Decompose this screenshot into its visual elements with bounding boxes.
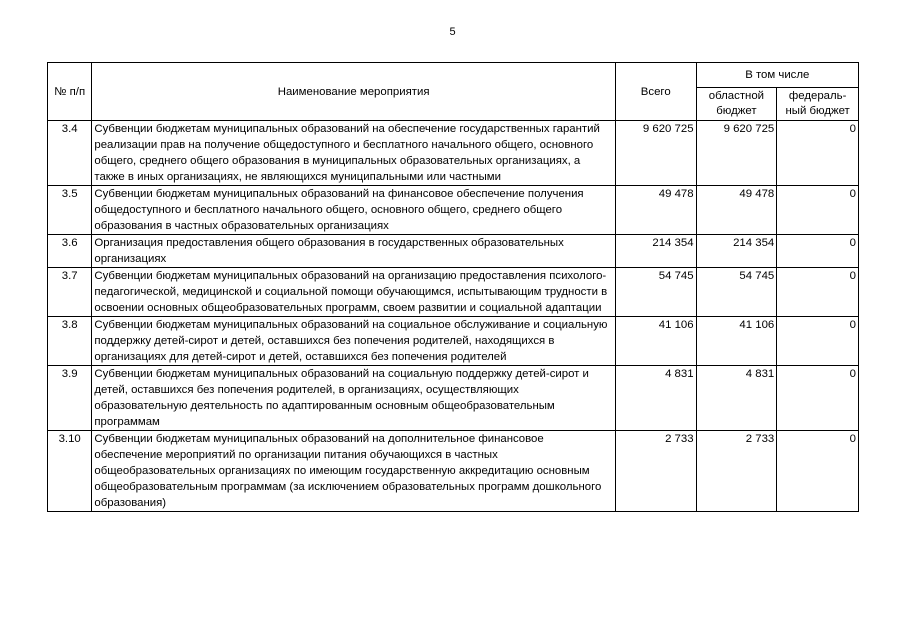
row-number: 3.6	[48, 235, 92, 268]
table-row	[48, 186, 859, 235]
row-regional: 49 478	[696, 186, 777, 235]
header-num: № п/п	[48, 63, 92, 121]
table-row	[48, 366, 859, 431]
row-regional: 4 831	[696, 366, 777, 431]
row-number: 3.9	[48, 366, 92, 431]
table-row	[48, 268, 859, 317]
row-federal: 0	[777, 431, 859, 512]
row-federal: 0	[777, 186, 859, 235]
header-regional-line1: областной	[708, 90, 765, 102]
row-number: 3.7	[48, 268, 92, 317]
header-federal-line1: федераль-	[788, 90, 847, 102]
row-regional: 214 354	[696, 235, 777, 268]
row-federal: 0	[777, 268, 859, 317]
header-total: Всего	[615, 63, 696, 121]
header-federal-line2: ный бюджет	[785, 105, 850, 117]
row-regional: 2 733	[696, 431, 777, 512]
row-name: Субвенции бюджетам муниципальных образований на социальную поддержку детей-сирот и детей, оставшихся без попечения родителей, в организациях, осуществляющих образовательную деятельность по адаптированным основным общеобразовательным программам	[92, 366, 616, 431]
row-federal: 0	[777, 317, 859, 366]
table-row	[48, 121, 859, 186]
row-regional: 54 745	[696, 268, 777, 317]
table-row	[48, 317, 859, 366]
row-number: 3.4	[48, 121, 92, 186]
header-including: В том числе	[696, 63, 858, 88]
row-number: 3.5	[48, 186, 92, 235]
row-total: 4 831	[615, 366, 696, 431]
row-name: Субвенции бюджетам муниципальных образований на социальное обслуживание и социальную поддержку детей-сирот и детей, оставшихся без попечения родителей, находящихся в организациях для детей-сирот и детей, оставшихся без попечения родителей	[92, 317, 616, 366]
page-number: 5	[449, 26, 456, 38]
row-regional: 9 620 725	[696, 121, 777, 186]
table-body	[48, 121, 859, 512]
header-name: Наименование мероприятия	[92, 63, 616, 121]
header-federal	[777, 88, 859, 121]
table-row	[48, 431, 859, 512]
row-name: Субвенции бюджетам муниципальных образований на обеспечение государственных гарантий реализации прав на получение общедоступного и бесплатного начального общего, основного общего, среднего общего образования в муниципальных образовательных организациях, а также в иных организациях, не являющихся муниципальными или частными	[92, 121, 616, 186]
row-total: 214 354	[615, 235, 696, 268]
header-row-top	[48, 63, 859, 88]
row-regional: 41 106	[696, 317, 777, 366]
header-regional-line2: бюджет	[716, 105, 757, 117]
table-header	[48, 63, 859, 121]
row-total: 41 106	[615, 317, 696, 366]
budget-table	[47, 62, 859, 512]
row-federal: 0	[777, 366, 859, 431]
table-row	[48, 235, 859, 268]
row-federal: 0	[777, 121, 859, 186]
header-regional	[696, 88, 777, 121]
row-number: 3.8	[48, 317, 92, 366]
row-name: Организация предоставления общего образования в государственных образовательных организациях	[92, 235, 616, 268]
row-number: 3.10	[48, 431, 92, 512]
row-total: 2 733	[615, 431, 696, 512]
row-total: 54 745	[615, 268, 696, 317]
row-total: 9 620 725	[615, 121, 696, 186]
row-name: Субвенции бюджетам муниципальных образований на организацию предоставления психолого-педагогической, медицинской и социальной помощи обучающимся, испытывающим трудности в освоении основных общеобразовательных программ, своем развитии и социальной адаптации	[92, 268, 616, 317]
row-name: Субвенции бюджетам муниципальных образований на финансовое обеспечение получения общедоступного и бесплатного начального общего, основного общего, среднего общего образования в частных образовательных организациях	[92, 186, 616, 235]
row-total: 49 478	[615, 186, 696, 235]
row-name: Субвенции бюджетам муниципальных образований на дополнительное финансовое обеспечение мероприятий по организации питания обучающихся в частных общеобразовательных организациях по имеющим государственную аккредитацию основным общеобразовательным программам (за исключением образовательных программ дошкольного образования)	[92, 431, 616, 512]
row-federal: 0	[777, 235, 859, 268]
